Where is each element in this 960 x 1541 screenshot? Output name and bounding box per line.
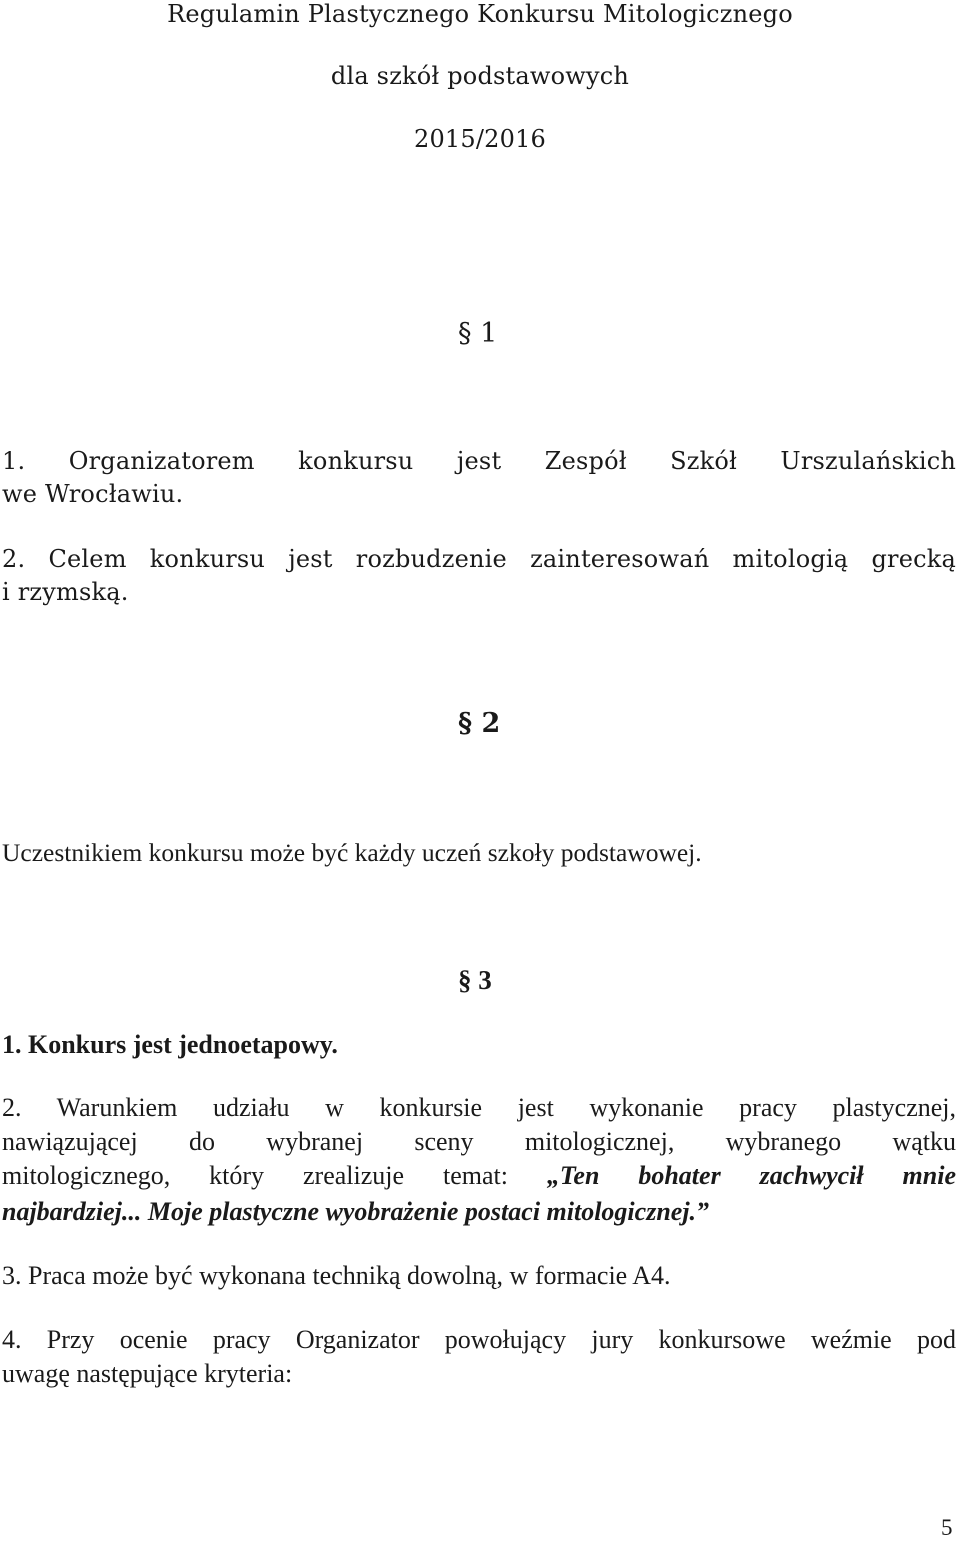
section-1-heading: § 1 [458,318,498,349]
s3-item2-line2: nawiązującej do wybranej sceny mitologicznej, wybranego wątku [2,1127,956,1156]
s3-item2-line3-plain: mitologicznego, który zrealizuje temat: [2,1161,508,1190]
s3-item4-line2: uwagę następujące kryteria: [2,1359,293,1388]
s3-item2-line3 [2,1161,956,1191]
s1-item1-line2: we Wrocławiu. [2,480,184,508]
section-2-heading: § 2 [458,708,501,739]
s3-topic-quote-start: „Ten bohater zachwycił mnie [546,1161,957,1190]
s2-text: Uczestnikiem konkursu może być każdy uczeń szkoły podstawowej. [2,838,702,867]
s3-item1: 1. Konkurs jest jednoetapowy. [2,1030,338,1059]
school-year: 2015/2016 [413,125,547,153]
s1-item1-line1: 1. Organizatorem konkursu jest Zespół Szkół Urszulańskich [2,447,956,475]
document-subtitle: dla szkół podstawowych [330,62,630,90]
s3-topic-quote-end: najbardziej... Moje plastyczne wyobrażenie postaci mitologicznej.” [2,1197,710,1226]
page-number: 5 [941,1515,953,1540]
s1-item2-line1: 2. Celem konkursu jest rozbudzenie zainteresowań mitologią grecką [2,545,956,573]
s3-item2-line1: 2. Warunkiem udziału w konkursie jest wykonanie pracy plastycznej, [2,1093,956,1122]
s3-item4-line1: 4. Przy ocenie pracy Organizator powołujący jury konkursowe weźmie pod [2,1325,956,1354]
s3-item3: 3. Praca może być wykonana techniką dowolną, w formacie A4. [2,1261,671,1290]
s1-item2-line2: i rzymską. [2,578,129,606]
document-title: Regulamin Plastycznego Konkursu Mitologicznego [167,0,793,28]
section-3-heading: § 3 [458,965,492,995]
